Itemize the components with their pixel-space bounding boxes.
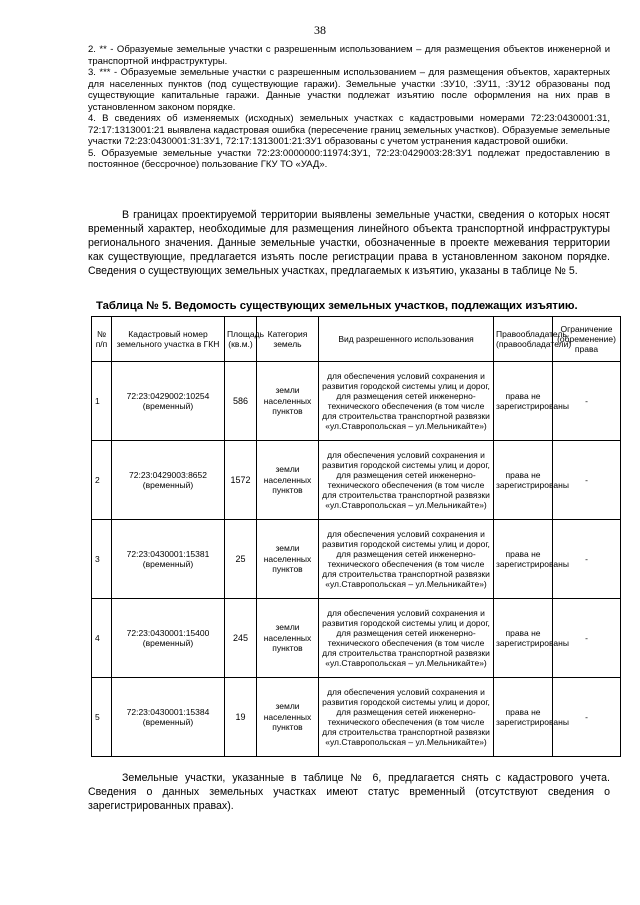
cell-restriction: - <box>553 362 621 441</box>
cell-cadastral: 72:23:0430001:15381 (временный) <box>112 520 225 599</box>
header-cadastral: Кадастровый номер земельного участка в ГКН <box>112 317 225 362</box>
cell-area: 19 <box>225 678 257 757</box>
cell-category: земли населенных пунктов <box>257 520 319 599</box>
cell-rights: права не зарегистрированы <box>494 678 553 757</box>
footnote-3: 3. *** - Образуемые земельные участки с разрешенным использованием – для размещения объектов, характерных для населенных пунктов (под существующие гаражи). Земельные участки :ЗУ10, :ЗУ11, :ЗУ12 образованы под существующие капитальные гаражи. Данные участки подлежат изъятию после оформления на них прав в установленном законом порядке. <box>88 67 610 113</box>
cell-area: 245 <box>225 599 257 678</box>
table-header-row <box>92 317 621 362</box>
header-use: Вид разрешенного использования <box>319 317 494 362</box>
cell-number: 1 <box>92 362 112 441</box>
header-category: Категория земель <box>257 317 319 362</box>
cell-number: 5 <box>92 678 112 757</box>
cell-number: 4 <box>92 599 112 678</box>
table-row <box>92 520 621 599</box>
footnotes <box>88 44 610 171</box>
cell-use: для обеспечения условий сохранения и развития городской системы улиц и дорог, для размещения сетей инженерно-технического обеспечения (в том числе для строительства транспортной развязки «ул.Ставропольская – ул.Мельникайте») <box>319 678 494 757</box>
cell-area: 25 <box>225 520 257 599</box>
cell-cadastral: 72:23:0430001:15400 (временный) <box>112 599 225 678</box>
cell-rights: права не зарегистрированы <box>494 599 553 678</box>
header-area: Площадь (кв.м.) <box>225 317 257 362</box>
cell-restriction: - <box>553 520 621 599</box>
cell-category: земли населенных пунктов <box>257 678 319 757</box>
header-rights: Правообладатель (правообладатели) <box>494 317 553 362</box>
cell-cadastral: 72:23:0430001:15384 (временный) <box>112 678 225 757</box>
cell-rights: права не зарегистрированы <box>494 520 553 599</box>
cell-cadastral: 72:23:0429003:8652 (временный) <box>112 441 225 520</box>
table-row <box>92 441 621 520</box>
header-number: № п/п <box>92 317 112 362</box>
cell-use: для обеспечения условий сохранения и развития городской системы улиц и дорог, для размещения сетей инженерно-технического обеспечения (в том числе для строительства транспортной развязки «ул.Ставропольская – ул.Мельникайте») <box>319 520 494 599</box>
cell-number: 2 <box>92 441 112 520</box>
cell-area: 586 <box>225 362 257 441</box>
footnote-5: 5. Образуемые земельные участки 72:23:0000000:11974:ЗУ1, 72:23:0429003:28:ЗУ1 подлежат предоставлению в постоянное (бессрочное) пользование ГКУ ТО «УАД». <box>88 147 610 170</box>
table-row <box>92 599 621 678</box>
cell-restriction: - <box>553 678 621 757</box>
cell-use: для обеспечения условий сохранения и развития городской системы улиц и дорог, для размещения сетей инженерно-технического обеспечения (в том числе для строительства транспортной развязки «ул.Ставропольская – ул.Мельникайте») <box>319 362 494 441</box>
land-plots-table <box>91 316 621 757</box>
cell-category: земли населенных пунктов <box>257 599 319 678</box>
cell-cadastral: 72:23:0429002:10254 (временный) <box>112 362 225 441</box>
footnote-2: 2. ** - Образуемые земельные участки с разрешенным использованием – для размещения объектов инженерной и транспортной инфраструктуры. <box>88 44 610 67</box>
table-caption: Таблица № 5. Ведомость существующих земельных участков, подлежащих изъятию. <box>96 300 578 312</box>
cell-category: земли населенных пунктов <box>257 362 319 441</box>
table-row <box>92 362 621 441</box>
page-number: 38 <box>314 23 326 37</box>
footnote-4: 4. В сведениях об изменяемых (исходных) земельных участках с кадастровыми номерами 72:23:0430001:31, 72:17:1313001:21 выявлена кадастровая ошибка (пересечение границ земельных участков). Образуемые земельные участки 72:23:0430001:31:ЗУ1, 72:17:1313001:21:ЗУ1 образованы с учетом устранения кадастровой ошибки. <box>88 113 610 147</box>
cell-rights: права не зарегистрированы <box>494 362 553 441</box>
header-restriction: Ограничение (обременение) права <box>553 317 621 362</box>
table-row <box>92 678 621 757</box>
cell-rights: права не зарегистрированы <box>494 441 553 520</box>
cell-area: 1572 <box>225 441 257 520</box>
cell-use: для обеспечения условий сохранения и развития городской системы улиц и дорог, для размещения сетей инженерно-технического обеспечения (в том числе для строительства транспортной развязки «ул.Ставропольская – ул.Мельникайте») <box>319 441 494 520</box>
cell-restriction: - <box>553 441 621 520</box>
cell-number: 3 <box>92 520 112 599</box>
closing-paragraph: Земельные участки, указанные в таблице № 6, предлагается снять с кадастрового учета. Сведения о данных земельных участках имеют статус временный (отсутствуют сведения о зарегистрированных правах). <box>88 772 610 812</box>
cell-use: для обеспечения условий сохранения и развития городской системы улиц и дорог, для размещения сетей инженерно-технического обеспечения (в том числе для строительства транспортной развязки «ул.Ставропольская – ул.Мельникайте») <box>319 599 494 678</box>
cell-category: земли населенных пунктов <box>257 441 319 520</box>
intro-paragraph: В границах проектируемой территории выявлены земельные участки, сведения о которых носят временный характер, необходимые для размещения линейного объекта транспортной инфраструктуры регионального значения. Данные земельные участки, обозначенные в проекте межевания территории как существующие, предлагается изъять после регистрации права в установленном законом порядке. Сведения о существующих земельных участках, предлагаемых к изъятию, указаны в таблице № 5. <box>88 209 610 277</box>
cell-restriction: - <box>553 599 621 678</box>
